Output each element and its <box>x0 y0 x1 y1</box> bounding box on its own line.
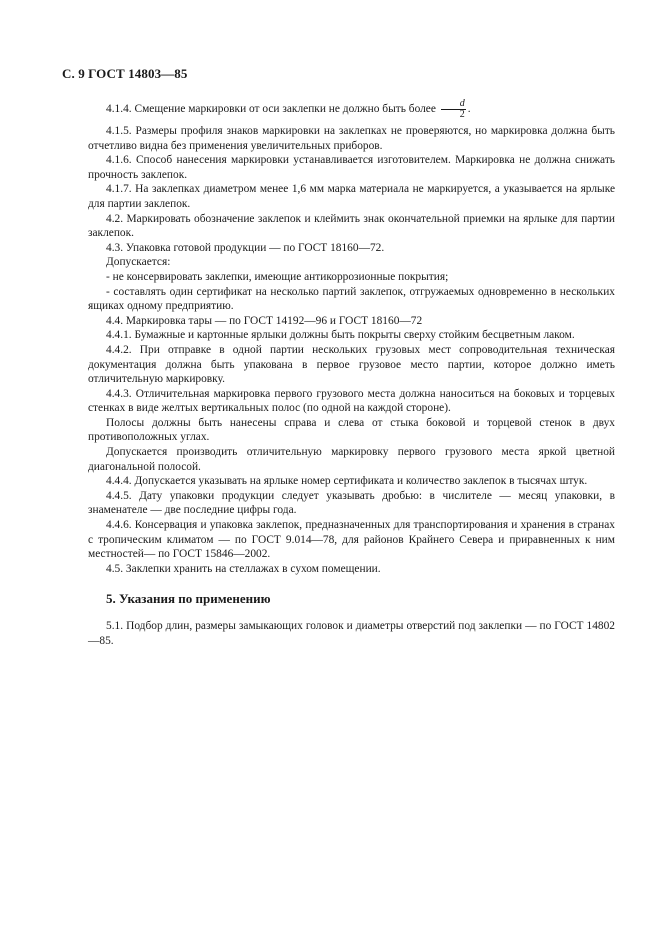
paragraph-4-1-5: 4.1.5. Размеры профиля знаков маркировки на заклепках не проверяются, но маркировка должна быть отчетливо видна без применения увеличительных приборов. <box>88 125 615 152</box>
paragraph-suffix: . <box>467 103 471 116</box>
fraction-numerator: d <box>441 99 466 110</box>
paragraph-4-4-1: 4.4.1. Бумажные и картонные ярлыки должны быть покрыты сверху стойким бесцветным лаком. <box>106 329 575 342</box>
section-title: 5. Указания по применению <box>106 591 271 607</box>
paragraph-diagonal-stripe: Допускается производить отличительную маркировку первого грузового места яркой цветной диагональной полосой. <box>88 446 615 473</box>
paragraph-5-1: 5.1. Подбор длин, размеры замыкающих головок и диаметры отверстий под заклепки — по ГОСТ 14802—85. <box>88 620 615 647</box>
paragraph-4-2: 4.2. Маркировать обозначение заклепок и клеймить знак окончательной приемки на ярлыке для партии заклепок. <box>88 212 615 240</box>
list-item-one-certificate: - составлять один сертификат на несколько партий заклепок, отгружаемых одновременно в нескольких ящиках одному предприятию. <box>88 285 615 313</box>
paragraph-allowed: Допускается: <box>106 256 171 269</box>
paragraph-4-4-5: 4.4.5. Дату упаковки продукции следует указывать дробью: в числителе — месяц упаковки, в знаменателе — две последние цифры года. <box>88 489 615 517</box>
paragraph-4-1-6: 4.1.6. Способ нанесения маркировки устанавливается изготовителем. Маркировка не должна снижать прочность заклепок. <box>88 154 615 181</box>
fraction-d-over-2 <box>441 99 466 120</box>
page-header: С. 9 ГОСТ 14803—85 <box>62 66 188 81</box>
paragraph-stripes: Полосы должны быть нанесены справа и слева от стыка боковой и торцевой стенок в двух противоположных углах. <box>88 416 615 444</box>
paragraph-text: 4.1.4. Смещение маркировки от оси заклепки не должно быть более <box>106 103 436 116</box>
paragraph-4-1-4 <box>88 99 615 120</box>
paragraph-4-4-6: 4.4.6. Консервация и упаковка заклепок, предназначенных для транспортирования и хранения в странах с тропическим климатом — по ГОСТ 9.014—78, для районов Крайнего Севера и приравненных к ним местностей— по ГОСТ 15846—2002. <box>88 519 615 561</box>
paragraph-4-4-3: 4.4.3. Отличительная маркировка первого грузового места должна наноситься на боковых и торцевых стенках в виде желтых вертикальных полос (по одной на каждой стороне). <box>88 387 615 415</box>
paragraph-4-4: 4.4. Маркировка тары — по ГОСТ 14192—96 и ГОСТ 18160—72 <box>106 314 423 327</box>
list-item-no-preservation: - не консервировать заклепки, имеющие антикоррозионные покрытия; <box>106 270 449 283</box>
document-body <box>88 97 615 649</box>
fraction-denominator: 2 <box>459 109 465 120</box>
paragraph-4-5: 4.5. Заклепки хранить на стеллажах в сухом помещении. <box>106 562 381 575</box>
paragraph-4-4-4: 4.4.4. Допускается указывать на ярлыке номер сертификата и количество заклепок в тысячах штук. <box>106 475 588 488</box>
paragraph-4-1-7: 4.1.7. На заклепках диаметром менее 1,6 мм марка материала не маркируется, а указывается на ярлыке для партии заклепок. <box>88 183 615 210</box>
paragraph-4-3: 4.3. Упаковка готовой продукции — по ГОСТ 18160—72. <box>106 241 385 254</box>
paragraph-4-4-2: 4.4.2. При отправке в одной партии нескольких грузовых мест сопроводительная техническая документация должна быть упакована в первое грузовое место партии, которое должно иметь отличительную маркировку. <box>88 343 615 386</box>
